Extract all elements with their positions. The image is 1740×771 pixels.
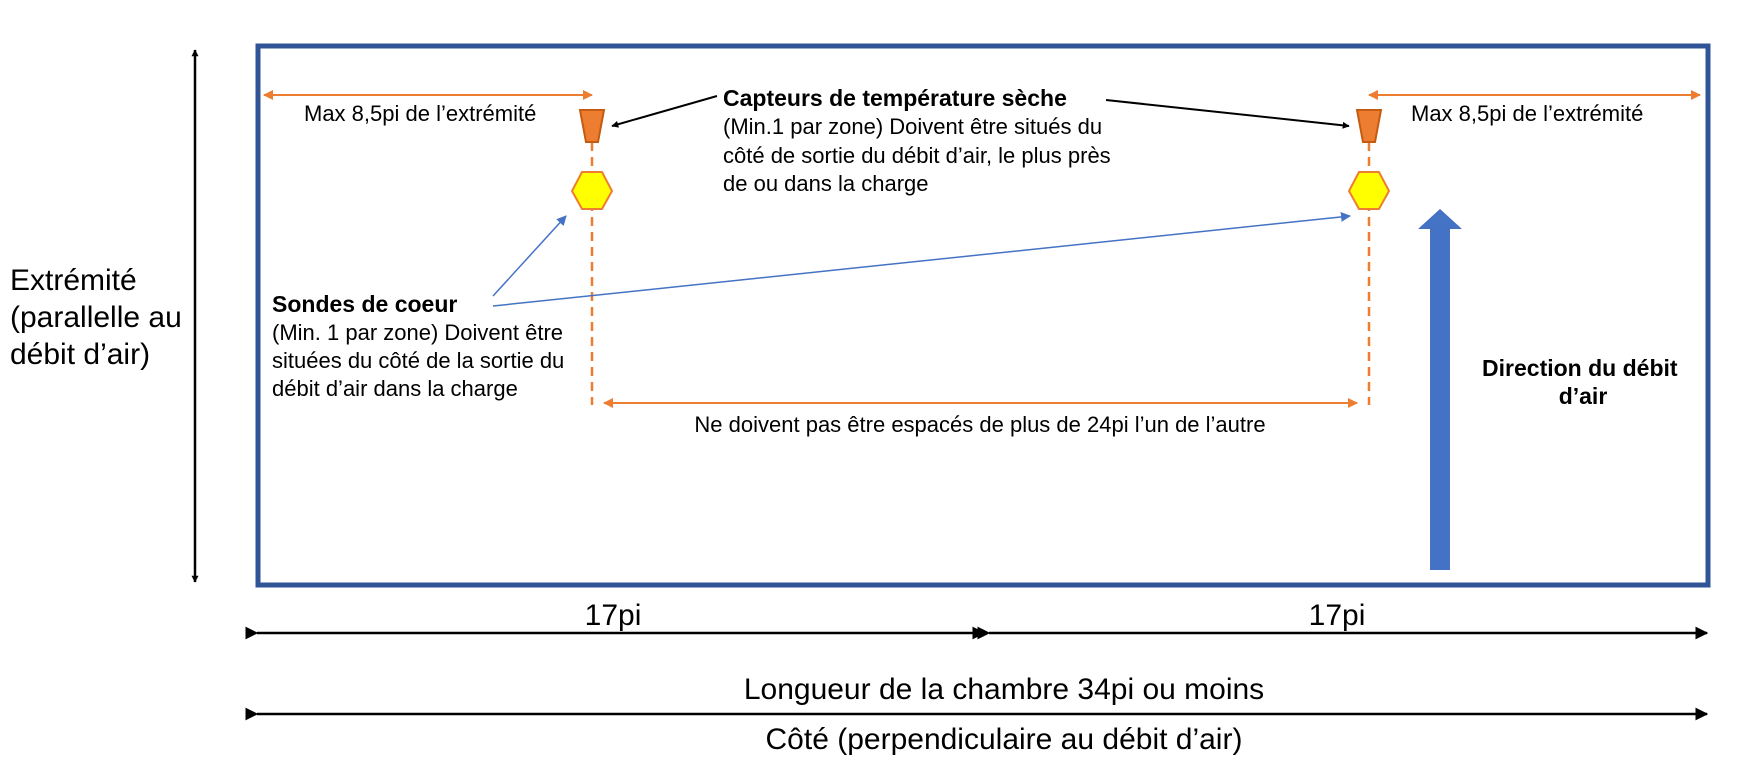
room-length-label: Longueur de la chambre 34pi ou moins [743, 673, 1265, 706]
left-edge-limit-label: Max 8,5pi de l’extrémité [304, 101, 537, 126]
core-probe-icon [572, 172, 612, 209]
side-label: Côté (perpendiculaire au débit d’air) [765, 723, 1243, 756]
dry-sensor-pointer-left [612, 96, 717, 126]
left-axis-label: Extrémité (parallelle au débit d’air) [10, 264, 182, 371]
half-length-right-label: 17pi [1308, 599, 1366, 632]
half-length-left-label: 17pi [584, 599, 642, 632]
dry-sensors-description: (Min.1 par zone) Doivent être situés du côté de sortie du débit d’air, le plus près de ou dans la charge [723, 114, 1111, 196]
airflow-arrow-shaft [1430, 228, 1450, 570]
dry-sensors-title: Capteurs de température sèche [723, 85, 1067, 111]
core-probes-description: (Min. 1 par zone) Doivent être situées du côté de la sortie du débit d’air dans la charge [272, 320, 565, 401]
probe-spacing-label: Ne doivent pas être espacés de plus de 24pi l’un de l’autre [694, 412, 1266, 437]
core-probe-pointer-right [493, 216, 1350, 306]
core-probe-icon [1349, 172, 1389, 209]
dry-temperature-sensor-icon [1357, 110, 1381, 142]
dry-sensor-pointer-right [1106, 100, 1349, 126]
right-edge-limit-label: Max 8,5pi de l’extrémité [1411, 101, 1644, 126]
core-probes-title: Sondes de coeur [272, 291, 458, 317]
airflow-direction-label: Direction du débit d’air [1482, 355, 1678, 409]
core-probe-pointer-left [493, 216, 566, 296]
airflow-arrow-head-icon [1418, 209, 1462, 229]
dry-temperature-sensor-icon [580, 110, 604, 142]
